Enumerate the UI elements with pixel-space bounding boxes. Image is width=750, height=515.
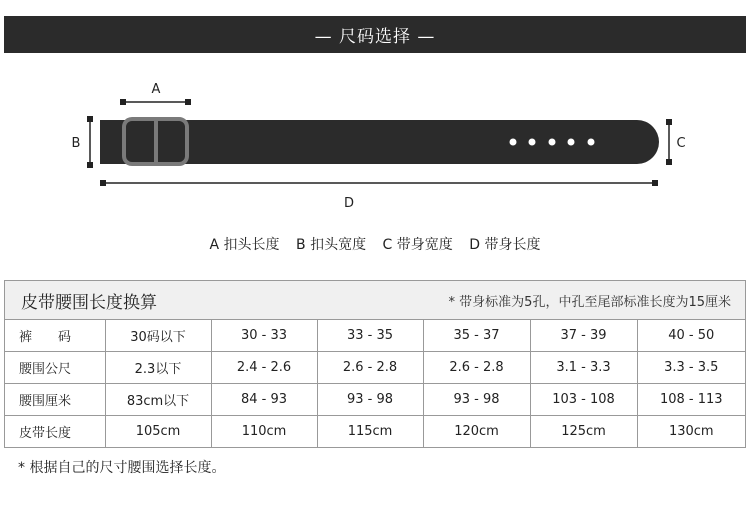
row-label: 腰围公尺 xyxy=(5,352,105,384)
table-cell: 2.3以下 xyxy=(105,352,211,384)
belt-hole xyxy=(549,139,556,146)
table-cell: 3.3 - 3.5 xyxy=(637,352,745,384)
table-cell: 83cm以下 xyxy=(105,384,211,416)
table-cell: 110cm xyxy=(211,416,317,448)
table-cell: 2.6 - 2.8 xyxy=(317,352,423,384)
table-cell: 33 - 35 xyxy=(317,320,423,352)
size-conversion-table xyxy=(4,280,746,448)
table-cell: 93 - 98 xyxy=(317,384,423,416)
table-cell: 40 - 50 xyxy=(637,320,745,352)
legend-item-b: B 扣头宽度 xyxy=(296,237,367,253)
dimension-c-end-bottom xyxy=(666,159,672,165)
belt-diagram xyxy=(0,0,750,230)
row-label: 腰围厘米 xyxy=(5,384,105,416)
footnote: * 根据自己的尺寸腰围选择长度。 xyxy=(18,460,226,476)
table-cell: 105cm xyxy=(105,416,211,448)
dimension-a-end-right xyxy=(185,99,191,105)
table-cell: 125cm xyxy=(530,416,637,448)
dimension-b-end-top xyxy=(87,116,93,122)
row-label: 裤 码 xyxy=(5,320,105,352)
dimension-c-end-top xyxy=(666,119,672,125)
table-cell: 2.6 - 2.8 xyxy=(423,352,530,384)
dimension-d-end-right xyxy=(652,180,658,186)
table-header xyxy=(5,281,745,320)
dimension-b-end-bottom xyxy=(87,162,93,168)
legend-item-d: D 带身长度 xyxy=(469,237,541,253)
dimension-b-label: B xyxy=(71,136,81,151)
dimension-legend xyxy=(0,234,750,254)
dimension-c-label: C xyxy=(676,136,686,151)
section-title: — 尺码选择 — xyxy=(314,27,436,47)
belt-hole xyxy=(568,139,575,146)
legend-item-a: A 扣头长度 xyxy=(209,237,280,253)
table-cell: 30码以下 xyxy=(105,320,211,352)
dimension-d-label: D xyxy=(343,196,355,211)
table-cell: 2.4 - 2.6 xyxy=(211,352,317,384)
dimension-d-end-left xyxy=(100,180,106,186)
dimension-a-label: A xyxy=(151,82,161,97)
belt-hole xyxy=(588,139,595,146)
table-cell: 130cm xyxy=(668,424,714,439)
table-row xyxy=(5,352,745,384)
table-cell: 37 - 39 xyxy=(530,320,637,352)
table-cell: 84 - 93 xyxy=(211,384,317,416)
table-cell: 3.1 - 3.3 xyxy=(530,352,637,384)
table-title: 皮带腰围长度换算 xyxy=(21,292,157,313)
belt-hole xyxy=(510,139,517,146)
dimension-a-end-left xyxy=(120,99,126,105)
table-row xyxy=(5,320,745,352)
table-row xyxy=(5,384,745,416)
table-note: * 带身标准为5孔，中孔至尾部标准长度为15厘米 xyxy=(448,294,731,310)
table-cell: 35 - 37 xyxy=(423,320,530,352)
table-cell: 120cm xyxy=(423,416,530,448)
table-cell: 108 - 113 xyxy=(637,384,745,416)
belt-hole xyxy=(529,139,536,146)
row-label: 皮带长度 xyxy=(5,416,105,448)
legend-item-c: C 带身宽度 xyxy=(382,237,453,253)
belt-strap xyxy=(100,120,659,164)
table-cell: 103 - 108 xyxy=(530,384,637,416)
table-cell: 115cm xyxy=(317,416,423,448)
table-cell: 30 - 33 xyxy=(211,320,317,352)
table-cell: 93 - 98 xyxy=(423,384,530,416)
size-table xyxy=(5,320,745,447)
table-row xyxy=(5,416,745,448)
